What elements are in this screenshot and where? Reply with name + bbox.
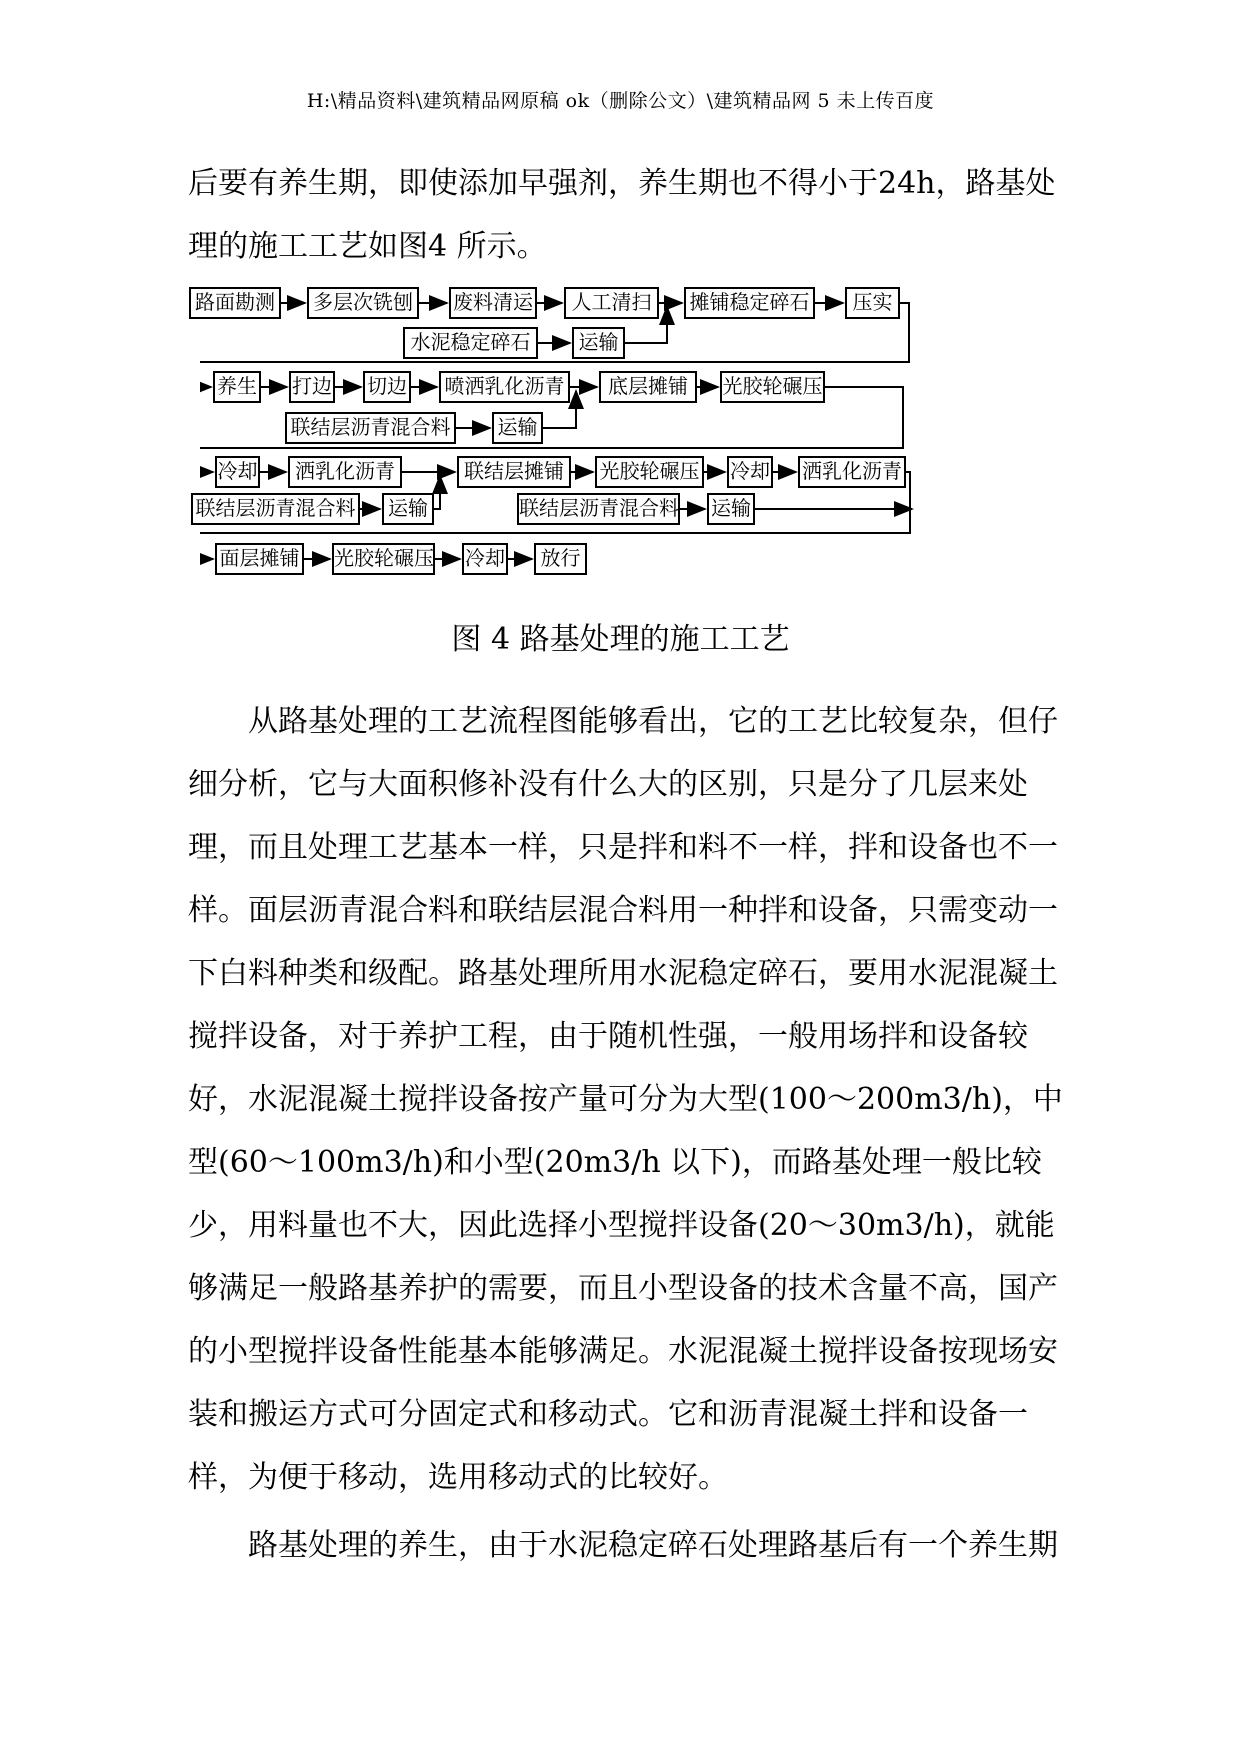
node-transport-3: 运输 [382,493,434,525]
file-path-header: H:\精品资料\建筑精品网原稿 ok（删除公文）\建筑精品网 5 未上传百度 [306,90,935,112]
node-transport-1: 运输 [572,327,625,359]
node-multilayer-milling: 多层次铣刨 [307,287,419,319]
node-rubber-roller-3: 光胶轮碾压 [332,543,435,575]
node-waste-removal: 废料清运 [449,287,537,319]
node-rubber-roller-1: 光胶轮碾压 [720,371,825,403]
node-binder-asphalt-mix-3: 联结层沥青混合料 [517,493,680,525]
node-binder-paving: 联结层摊铺 [457,456,571,488]
node-paving-stabilized-gravel: 摊铺稳定碎石 [684,287,815,319]
paragraph-2: 从路基处理的工艺流程图能够看出，它的工艺比较复杂，但仔细分析，它与大面积修补没有什么大的区别，只是分了几层来处理，而且处理工艺基本一样，只是拌和料不一样，拌和设备也不一样。面层沥青混合料和联结层混合料用一种拌和设备，只需变动一下白料种类和级配。路基处理所用水泥稳定碎石，要用水泥混凝土搅拌设备，对于养护工程，由于随机性强，一般用场拌和设备较好，水泥混凝土搅拌设备按产量可分为大型(100～200m3/h)，中型(60～100m3/h)和小型(20m3/h 以下)，而路基处理一般比较少，用料量也不大，因此选择小型搅拌设备(20～30m3/h)，就能够满足一般路基养护的需要，而且小型设备的技术含量不高，国产的小型搅拌设备性能基本能够满足。水泥混凝土搅拌设备按现场安装和搬运方式可分固定式和移动式。它和沥青混凝土拌和设备一样，为便于移动，选用移动式的比较好。 [188,704,1063,1495]
paragraph-3: 路基处理的养生，由于水泥稳定碎石处理路基后有一个养生期 [248,1528,1058,1563]
node-road-survey: 路面勘测 [189,287,281,319]
process-flow-diagram [195,285,1040,601]
paragraph-1: 后要有养生期，即使添加早强剂，养生期也不得小于24h，路基处理的施工工艺如图4 所示。 [188,166,1056,264]
node-rubber-roller-2: 光胶轮碾压 [595,456,704,488]
node-sprinkle-emulsified-asphalt-2: 洒乳化沥青 [798,456,906,488]
node-manual-cleaning: 人工清扫 [564,287,659,319]
node-open-to-traffic: 放行 [534,543,587,575]
node-surface-paving: 面层摊铺 [215,543,304,575]
node-sprinkle-emulsified-asphalt-1: 洒乳化沥青 [288,456,402,488]
node-cement-stabilized-gravel: 水泥稳定碎石 [403,327,538,359]
node-cooling-1: 冷却 [215,456,260,488]
node-transport-2: 运输 [492,412,543,444]
figure-caption: 图 4 路基处理的施工工艺 [451,622,790,657]
node-edge-cutting: 切边 [363,371,411,403]
node-transport-4: 运输 [707,493,755,525]
node-binder-asphalt-mix-1: 联结层沥青混合料 [285,412,456,444]
node-cooling-2: 冷却 [727,456,773,488]
node-cooling-3: 冷却 [462,543,508,575]
node-curing: 养生 [213,371,261,403]
node-edge-trimming: 打边 [289,371,335,403]
node-base-paving: 底层摊铺 [599,371,697,403]
node-binder-asphalt-mix-2: 联结层沥青混合料 [191,493,360,525]
node-spray-emulsified-asphalt: 喷洒乳化沥青 [439,371,570,403]
node-compaction: 压实 [845,287,900,319]
